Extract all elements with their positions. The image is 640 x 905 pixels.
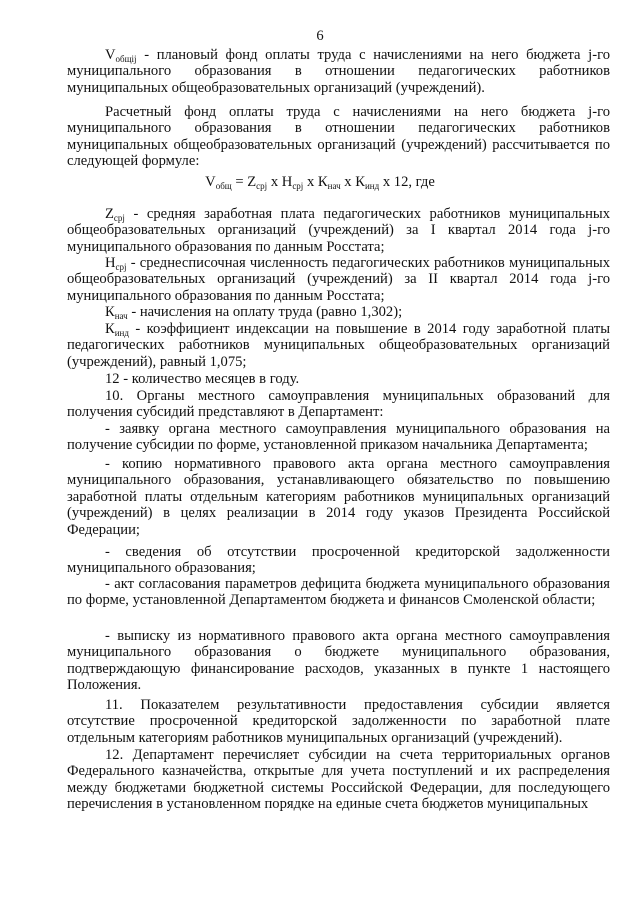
formula-tail: х 12, где <box>379 174 435 190</box>
definition-n-text: - среднесписочная численность педагогических работников муниципальных общеобразовательных организаций (учреждений) за II квартал 2014 года j-го муниципального образования по данным Росстата; <box>67 255 610 304</box>
formula-equals: = <box>231 174 248 190</box>
definition-k-ind <box>67 321 610 370</box>
page-number: 6 <box>316 28 324 44</box>
paragraph-11: 11. Показателем результативности предоставления субсидии является отсутствие просроченной кредиторской задолженности по заработной плате отдельным категориям работников муниципальных организаций (учреждений). <box>67 697 610 746</box>
symbol-k-ind: К <box>105 321 115 337</box>
paragraph-v-text: - плановый фонд оплаты труда с начислениями на него бюджета j-го муниципального образования в отношении педагогических работников муниципальных общеобразовательных организаций (учреждений). <box>67 47 610 96</box>
definition-k-nach-text: - начисления на оплату труда (равно 1,302); <box>127 304 403 320</box>
formula-times-1: х <box>267 174 282 190</box>
formula-times-3: х <box>340 174 356 190</box>
paragraph-12: 12. Департамент перечисляет субсидии на счета территориальных органов Федерального казначейства, открытые для учета поступлений и их распределения между бюджетами бюджетной системы Российской Федерации, для последующего перечисления в установленном порядке на единые счета бюджетов муниципальных <box>67 747 610 813</box>
formula-z-subscript: срj <box>256 181 268 191</box>
formula-z: Z <box>247 174 257 190</box>
formula <box>0 174 640 190</box>
symbol-z-subscript: срj <box>113 213 125 223</box>
symbol-n: Н <box>105 255 116 271</box>
formula-k-nach: К <box>317 174 328 190</box>
formula-v: V <box>205 174 216 190</box>
definition-k-ind-text: - коэффициент индексации на повышение в 2014 году заработной платы педагогических работников муниципальных общеобразовательных организаций (учреждений), равный 1,075; <box>67 321 610 370</box>
list-item-application: - заявку органа местного самоуправления муниципального образования на получение субсидии по форме, установленной приказом начальника Департамента; <box>67 421 610 454</box>
formula-n-subscript: срj <box>292 181 304 191</box>
formula-k-nach-subscript: нач <box>327 181 341 191</box>
symbol-v-subscript: общij <box>115 54 137 64</box>
symbol-z: Z <box>105 206 114 222</box>
symbol-v: V <box>105 47 116 63</box>
paragraph-10: 10. Органы местного самоуправления муниципальных образований для получения субсидий представляют в Департамент: <box>67 388 610 421</box>
formula-n: Н <box>281 174 293 190</box>
symbol-n-subscript: срj <box>115 262 127 272</box>
formula-k-ind-subscript: инд <box>364 181 380 191</box>
definition-k-nach <box>67 304 610 320</box>
definition-z <box>67 206 610 255</box>
paragraph-calculation-intro: Расчетный фонд оплаты труда с начислениями на него бюджета j-го муниципального образования в отношении педагогических работников муниципальных общеобразовательных организаций (учреждений) рассчитывается по следующей формуле: <box>67 104 610 170</box>
list-item-debt-info: - сведения об отсутствии просроченной кредиторской задолженности муниципального образования; <box>67 544 610 577</box>
definition-n <box>67 255 610 304</box>
list-item-budget-extract: - выписку из нормативного правового акта органа местного самоуправления муниципального образования о бюджете муниципального образования, подтверждающую финансирование расходов, указанных в пункте 1 настоящего Положения. <box>67 628 610 694</box>
formula-times-2: х <box>303 174 318 190</box>
symbol-k-nach: К <box>105 304 115 320</box>
definition-z-text: - средняя заработная плата педагогических работников муниципальных общеобразовательных организаций (учреждений) за I квартал 2014 года j-го муниципального образования по данным Росстата; <box>67 206 610 255</box>
list-item-legal-act-copy: - копию нормативного правового акта органа местного самоуправления муниципального образования, устанавливающего обязательство по повышению заработной платы отдельным категориям работников муниципальных организаций (учреждений) в целях реализации в 2014 году указов Президента Российской Федерации; <box>67 456 610 538</box>
paragraph-v-definition <box>67 47 610 96</box>
months-count-line: 12 - количество месяцев в году. <box>105 371 300 387</box>
formula-k-ind: К <box>355 174 365 190</box>
list-item-deficit-act: - акт согласования параметров дефицита бюджета муниципального образования по форме, установленной Департаментом бюджета и финансов Смоленской области; <box>67 576 610 609</box>
formula-v-subscript: общ <box>215 181 232 191</box>
symbol-k-nach-subscript: нач <box>114 311 128 321</box>
symbol-k-ind-subscript: инд <box>114 328 129 338</box>
